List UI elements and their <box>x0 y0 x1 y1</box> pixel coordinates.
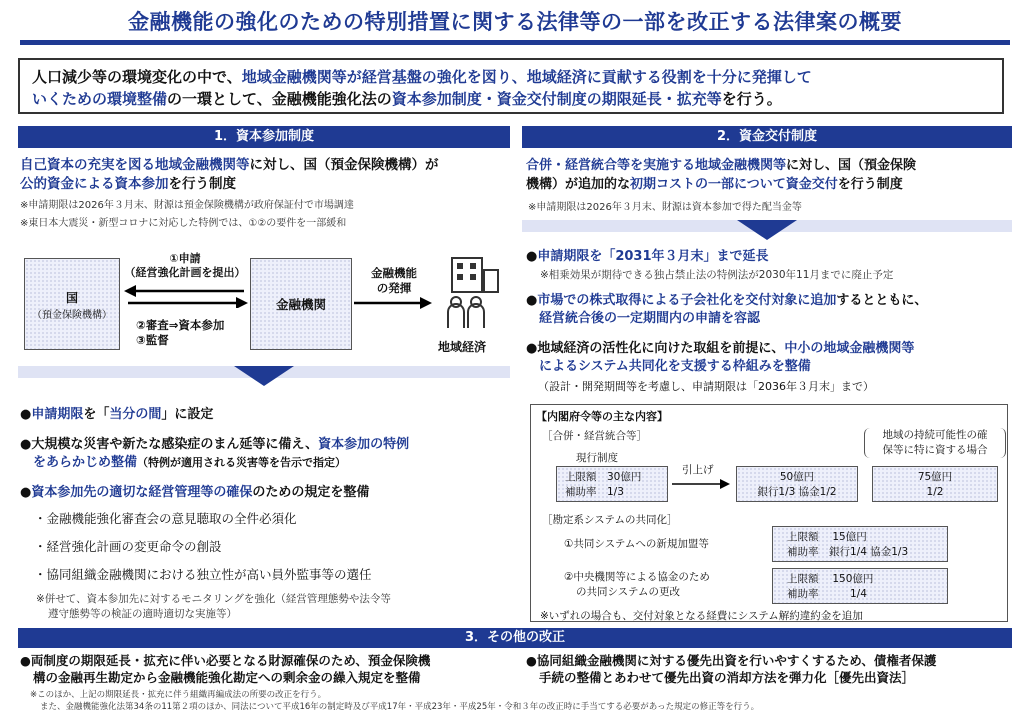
bank-box <box>250 258 352 350</box>
intro-highlight-3: 資本参加制度・資金交付制度の期限延長・拡充等 <box>391 90 722 108</box>
raised-rate: 銀行1/3 協金1/2 <box>757 486 837 498</box>
system-row-2-box <box>772 568 948 604</box>
system-row-2-label-a: ②中央機関等による協金のため <box>564 571 710 583</box>
arrow-left-icon <box>124 284 248 308</box>
section1-note-1: ※申請期限は2026年３月末、財源は預金保険機構が政府保証付で市場調達 <box>20 200 354 211</box>
current-system-box <box>556 466 668 502</box>
section2-lead-e: を行う制度 <box>837 177 903 192</box>
regional-condition-b: 保等に特に資する場合 <box>882 444 988 456</box>
raised-box <box>736 466 858 502</box>
section2-bullet-2-highlight: 市場での株式取得による子会社化を交付対象に追加 <box>537 293 837 308</box>
section3-right-a: ●協同組織金融機関に対する優先出資を行いやすくするため、債権者保護 <box>526 653 937 668</box>
bullet-1-text-a: を「 <box>83 407 110 422</box>
section3-note-2: また、金融機能強化法第34条の11第２項のほか、同法について平成16年の制定時及び平成17年・平成23年・平成25年・令和３年の改正時に手当てする必要があった規定の修正等を行う。 <box>40 702 760 712</box>
arrow-request-label <box>124 252 246 280</box>
system-row-1-cap: 上限額 15億円 <box>787 531 867 543</box>
section1-sub-3: ・協同組織金融機関における独立性が高い員外監事等の選任 <box>34 567 372 582</box>
section1-lead-a: 自己資本の充実を図る地域金融機関等 <box>20 157 250 173</box>
intro-box <box>18 58 1004 114</box>
building-icon <box>438 254 508 334</box>
chevron-down-icon <box>18 366 510 394</box>
intro-highlight-1: 地域金融機関等が経営基盤の強化を図り、地域経済に貢献する役割を十分に発揮して <box>241 68 812 86</box>
current-cap: 上限額 30億円 <box>565 471 642 483</box>
effect-label <box>354 266 434 296</box>
system-row-2-cap: 上限額 150億円 <box>787 573 874 585</box>
government-box <box>24 258 120 350</box>
government-label: 国 <box>65 291 78 305</box>
section1-lead <box>20 156 510 194</box>
system-row-1-box <box>772 526 948 562</box>
section3-notes <box>30 689 1010 713</box>
intro-text-1: 人口減少等の環境変化の中で、 <box>32 68 242 86</box>
current-rate: 補助率 1/3 <box>565 486 624 498</box>
section2-bullet-1-note: ※相乗効果が期待できる独占禁止法の特例法が2030年11月までに廃止予定 <box>540 269 894 281</box>
section2-bullet-3-note: （設計・開発期間等を考慮し、申請期限は「2036年３月末」まで） <box>538 380 874 393</box>
section1-lead-d: を行う制度 <box>168 176 236 192</box>
system-row-2-label-b: の共同システムの更改 <box>576 586 680 598</box>
section2-note-1: ※申請期限は2026年３月末、財源は資本参加で得た配当金等 <box>528 202 802 213</box>
bullet-3-dot: ● <box>20 485 32 500</box>
intro-text-2: の一環として、金融機能強化法の <box>167 90 392 108</box>
bullet-3-highlight: 資本参加先の適切な経営管理等の確保 <box>31 485 253 500</box>
arrow-right-icon <box>354 296 434 310</box>
section2-bullet-2-text: するとともに、 <box>836 293 928 308</box>
system-row-2-label <box>564 570 710 600</box>
merger-label: ［合併・経営統合等］ <box>542 430 647 442</box>
title-underline <box>20 40 1010 45</box>
section1-bullet-2 <box>20 436 510 472</box>
section1-lead-b: に対し、国（預金保険機構）が <box>249 157 439 173</box>
section2-bullet-1-text: 申請期限を「2031年３月末」まで延長 <box>537 249 769 264</box>
section3-left <box>20 652 510 686</box>
regional-condition <box>864 428 1006 458</box>
section3-right <box>526 652 1012 686</box>
arrow-request-text: ①申請 <box>169 252 201 265</box>
section2-bullet-3-text: 地域経済の活性化に向けた取組を前提に、 <box>537 341 785 356</box>
bullet-dot: ● <box>20 407 32 422</box>
section2-bullet-3-highlight-a: 中小の地域金融機関等 <box>784 341 915 356</box>
bullet-2-highlight-b: をあらかじめ整備 <box>33 455 138 470</box>
effect-text-1: 金融機能 <box>371 266 417 280</box>
section2-bullet-2: ●市場での株式取得による子会社化を交付対象に追加するとともに、 経営統合後の一定期間内の申請を容認 <box>526 293 928 326</box>
section2-lead-d: 初期コストの一部について資金交付 <box>630 177 838 192</box>
current-system-label: 現行制度 <box>576 452 618 464</box>
system-row-1-label: ①共同システムへの新規加盟等 <box>564 538 709 550</box>
cabinet-order-heading: 【内閣府令等の主な内容】 <box>536 410 668 423</box>
cabinet-order-note: ※いずれの場合も、交付対象となる経費にシステム解約違約金を追加 <box>540 610 863 622</box>
bullet-3-text: のための規定を整備 <box>252 485 370 500</box>
effect-text-2: の発揮 <box>376 281 412 295</box>
chevron-down-icon-2 <box>522 220 1012 248</box>
bullet-1-text-b: 」に設定 <box>161 407 214 422</box>
page-title: 金融機能の強化のための特別措置に関する法律等の一部を改正する法律案の概要 <box>128 10 902 34</box>
arrow-right-icon-2 <box>672 478 732 490</box>
section2-bullet-2-highlight-b: 経営統合後の一定期間内の申請を容認 <box>539 311 761 326</box>
section1-bullet-1 <box>20 406 510 424</box>
section2-lead-a: 合併・経営統合等を実施する地域金融機関等 <box>526 158 787 173</box>
section3-left-a: ●両制度の期限延長・拡充に伴い必要となる財源確保のため、預金保険機 <box>20 653 431 668</box>
arrow-request-subtext: （経営強化計画を提出） <box>124 266 246 279</box>
section1-sub-1: ・金融機能強化審査会の意見聴取の全件必須化 <box>34 511 297 526</box>
regional-condition-a: 地域の持続可能性の確 <box>882 429 988 441</box>
bullet-2-text-a: ●大規模な災害や新たな感染症のまん延等に備え、 <box>20 437 319 452</box>
system-row-1-rate: 補助率 銀行1/4 協金1/3 <box>787 546 909 558</box>
section1-note-3: ※併せて、資本参加先に対するモニタリングを強化（経営管理態勢や法令等 <box>36 593 391 605</box>
section2-bullet-3: ●地域経済の活性化に向けた取組を前提に、中小の地域金融機関等 によるシステム共同化を支援する枠組みを整備 <box>526 341 915 374</box>
regional-rate: 1/2 <box>926 486 944 498</box>
section1-heading: 1．資本参加制度 <box>18 126 510 148</box>
section1-sub-2: ・経営強化計画の変更命令の創設 <box>34 539 222 554</box>
region-label: 地域経済 <box>438 340 487 354</box>
bank-label: 金融機関 <box>275 297 326 312</box>
section2-lead-c: 機構）が追加的な <box>526 177 631 192</box>
regional-box <box>872 466 998 502</box>
raised-cap: 50億円 <box>779 471 815 483</box>
section2-lead <box>526 156 1012 194</box>
section2-heading: 2．資金交付制度 <box>522 126 1012 148</box>
raise-label: 引上げ <box>682 464 714 476</box>
section1-note-4: 遵守態勢等の検証の適時適切な実施等） <box>48 608 237 620</box>
section3-right-b: 手続の整備とあわせて優先出資の消却方法を弾力化［優先出資法］ <box>539 670 915 685</box>
section3-heading: 3．その他の改正 <box>18 628 1012 648</box>
bullet-1-highlight-b: 当分の間 <box>109 407 162 422</box>
bullet-2-highlight-a: 資本参加の特例 <box>318 437 410 452</box>
system-row-2-rate: 補助率 1/4 <box>787 588 867 600</box>
section1-bullet-3 <box>20 484 510 502</box>
section3-left-b: 構の金融再生勘定から金融機能強化勘定への剰余金の繰入規定を整備 <box>33 670 421 685</box>
intro-text-3: を行う。 <box>721 90 782 108</box>
section2-lead-b: に対し、国（預金保険 <box>786 158 917 173</box>
regional-cap: 75億円 <box>917 471 953 483</box>
section3-note-1: ※このほか、上記の期限延長・拡充に伴う組織再編成法の所要の改正を行う。 <box>30 690 327 700</box>
arrow-review-text: ②審査⇒資本参加 <box>136 318 225 332</box>
section2-bullet-1: ●申請期限を「2031年３月末」まで延長 <box>526 249 769 264</box>
intro-highlight-2: いくための環境整備 <box>32 90 168 108</box>
system-label: ［勘定系システムの共同化］ <box>542 514 678 526</box>
government-sublabel: （預金保険機構） <box>32 310 112 321</box>
section2-bullet-3-highlight-b: によるシステム共同化を支援する枠組みを整備 <box>539 359 811 374</box>
bullet-1-highlight-a: 申請期限 <box>31 407 84 422</box>
arrow-review-label <box>136 318 248 348</box>
bullet-2-note: （特例が適用される災害等を告示で指定） <box>137 456 347 469</box>
arrow-supervise-text: ③監督 <box>136 333 169 347</box>
section1-lead-c: 公的資金による資本参加 <box>20 176 169 192</box>
section1-note-2: ※東日本大震災・新型コロナに対応した特例では、①②の要件を一部緩和 <box>20 218 347 229</box>
